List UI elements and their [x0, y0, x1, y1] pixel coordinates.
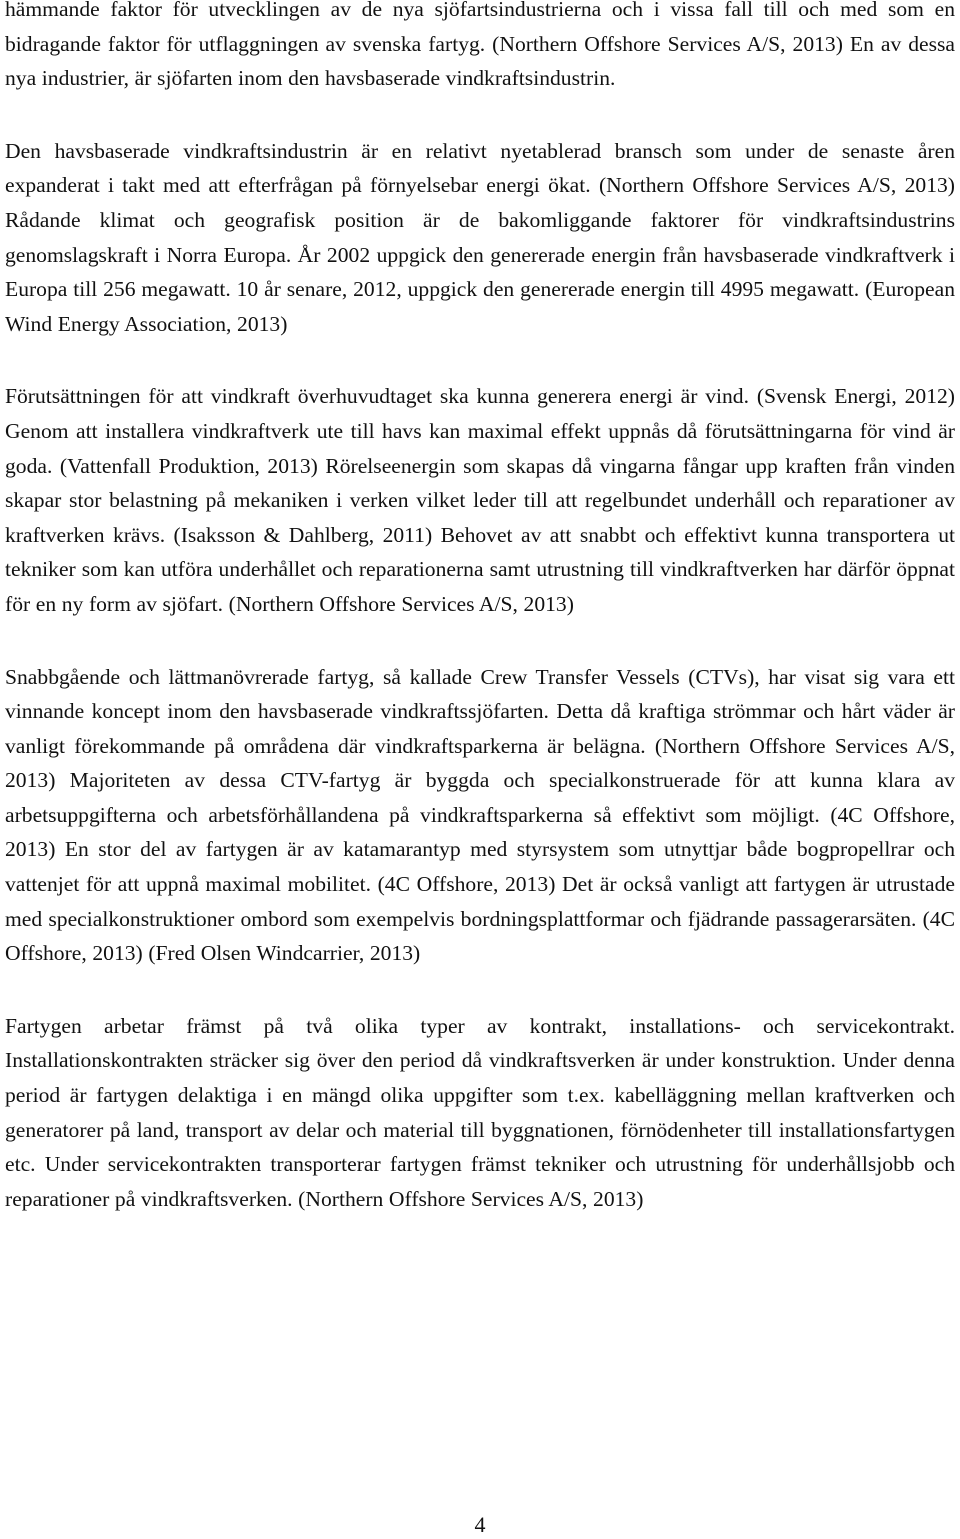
paragraph-5: Fartygen arbetar främst på två olika typer av kontrakt, installations- och servicekontrakt. Installationskontrakten sträcker sig över den period då vindkraftsverken är under konstruktion. Under denna period är fartygen delaktiga i en mängd olika uppgifter som t.ex. kabelläggning mellan kraftverken och generatorer på land, transport av delar och material till byggnationen, förnödenheter till installationsfartygen etc. Under servicekontrakten transporterar fartygen främst tekniker och utrustning för underhållsjobb och reparationer på vindkraftsverken. (Northern Offshore Services A/S, 2013) — [5, 1013, 955, 1211]
paragraph-2: Den havsbaserade vindkraftsindustrin är en relativt nyetablerad bransch som under de senaste åren expanderat i takt med att efterfrågan på förnyelsebar energi ökat. (Northern Offshore Services A/S, 2013) Rådande klimat och geografisk position är de bakomliggande faktorer för vindkraftsindustrins genomslagskraft i Norra Europa. År 2002 uppgick den genererade energin från havsbaserade vindkraftverk i Europa till 256 megawatt. 10 år senare, 2012, uppgick den genererade energin till 4995 megawatt. (European Wind Energy Association, 2013) — [5, 138, 955, 336]
page-number: 4 — [474, 1512, 486, 1537]
body-text — [5, 0, 955, 1216]
paragraph-4: Snabbgående och lättmanövrerade fartyg, så kallade Crew Transfer Vessels (CTVs), har visat sig vara ett vinnande koncept inom den havsbaserade vindkraftssjöfarten. Detta då kraftiga strömmar och hårt väder är vanligt förekommande på områdena där vindkraftsparkerna är belägna. (Northern Offshore Services A/S, 2013) Majoriteten av dessa CTV-fartyg är byggda och specialkonstruerade för att kunna klara av arbetsuppgifterna och arbetsförhållandena på vindkraftsparkerna så effektivt som möjligt. (4C Offshore, 2013) En stor del av fartygen är av katamarantyp med styrsystem som utnyttjar både bogpropellrar och vattenjet för att uppnå maximal mobilitet. (4C Offshore, 2013) Det är också vanligt att fartygen är utrustade med specialkonstruktioner ombord som exempelvis bordningsplattformar och fjädrande passagerarsäten. (4C Offshore, 2013) (Fred Olsen Windcarrier, 2013) — [5, 664, 955, 966]
paragraph-1: hämmande faktor för utvecklingen av de nya sjöfartsindustrierna och i vissa fall till och med som en bidragande faktor för utflaggningen av svenska fartyg. (Northern Offshore Services A/S, 2013) En av dessa nya industrier, är sjöfarten inom den havsbaserade vindkraftsindustrin. — [5, 0, 955, 91]
paragraph-3: Förutsättningen för att vindkraft överhuvudtaget ska kunna generera energi är vind. (Svensk Energi, 2012) Genom att installera vindkraftverk ute till havs kan maximal effekt uppnås då förutsättningarna för vind är goda. (Vattenfall Produktion, 2013) Rörelseenergin som skapas då vingarna fångar upp kraften från vinden skapar stor belastning på mekaniken i verken vilket leder till att regelbundet underhåll och reparationer av kraftverken krävs. (Isaksson & Dahlberg, 2011) Behovet av att snabbt och effektivt kunna transportera ut tekniker som kan utföra underhållet och reparationerna samt utrustning till vindkraftverken har därför öppnat för en ny form av sjöfart. (Northern Offshore Services A/S, 2013) — [5, 384, 955, 616]
